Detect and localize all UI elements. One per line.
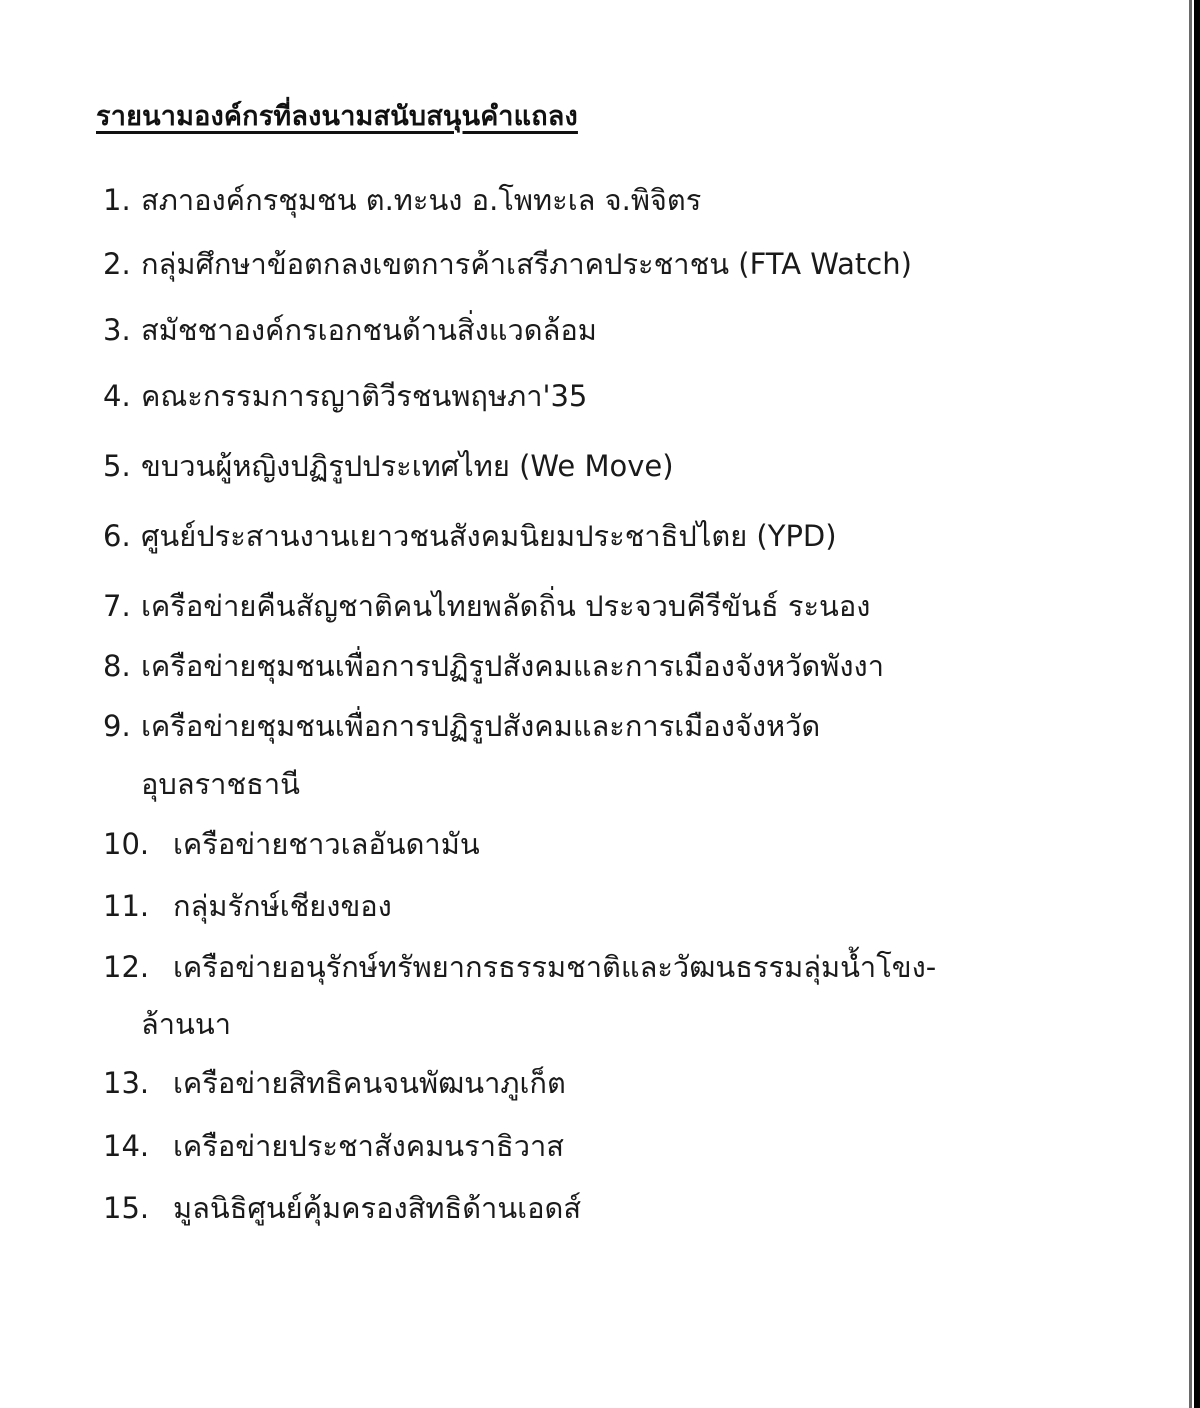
item-text: เครือข่ายชุมชนเพื่อการปฏิรูปสังคมและการเมืองจังหวัด xyxy=(141,709,821,743)
item-text: ศูนย์ประสานงานเยาวชนสังคมนิยมประชาธิปไตย (YPD) xyxy=(141,519,837,553)
list-item xyxy=(103,446,674,486)
list-item xyxy=(103,310,597,350)
item-continuation: อุบลราชธานี xyxy=(141,767,300,801)
item-number: 7. xyxy=(103,589,131,623)
item-number: 14. xyxy=(103,1129,150,1163)
list-item xyxy=(103,1188,581,1228)
list-item xyxy=(103,244,912,284)
item-number: 11. xyxy=(103,889,150,923)
item-text: มูลนิธิศูนย์คุ้มครองสิทธิด้านเอดส์ xyxy=(173,1191,582,1225)
page-edge-border xyxy=(1194,0,1200,1408)
list-item xyxy=(103,586,870,626)
item-number: 13. xyxy=(103,1066,150,1100)
item-text: ขบวนผู้หญิงปฏิรูปประเทศไทย (We Move) xyxy=(141,449,674,483)
item-text: เครือข่ายชาวเลอันดามัน xyxy=(173,827,480,861)
item-number: 15. xyxy=(103,1191,150,1225)
item-number: 1. xyxy=(103,183,131,217)
item-text: เครือข่ายประชาสังคมนราธิวาส xyxy=(173,1129,564,1163)
item-text: เครือข่ายคืนสัญชาติคนไทยพลัดถิ่น ประจวบคีรีขันธ์ ระนอง xyxy=(141,589,871,623)
item-continuation: ล้านนา xyxy=(141,1007,231,1041)
list-item xyxy=(103,947,936,987)
item-number: 2. xyxy=(103,247,131,281)
item-text: สมัชชาองค์กรเอกชนด้านสิ่งแวดล้อม xyxy=(141,313,597,347)
item-number: 4. xyxy=(103,379,131,413)
item-number: 12. xyxy=(103,950,150,984)
list-item xyxy=(103,886,392,926)
list-item xyxy=(103,1063,566,1103)
item-number: 10. xyxy=(103,827,150,861)
item-number: 5. xyxy=(103,449,131,483)
list-item xyxy=(103,706,820,746)
item-text: สภาองค์กรชุมชน ต.ทะนง อ.โพทะเล จ.พิจิตร xyxy=(141,183,702,217)
list-item xyxy=(103,180,701,220)
item-text: เครือข่ายสิทธิคนจนพัฒนาภูเก็ต xyxy=(173,1066,566,1100)
item-text: คณะกรรมการญาติวีรชนพฤษภา'35 xyxy=(141,379,588,413)
item-number: 8. xyxy=(103,649,131,683)
list-item xyxy=(103,376,587,416)
item-text: เครือข่ายชุมชนเพื่อการปฏิรูปสังคมและการเมืองจังหวัดพังงา xyxy=(141,649,884,683)
item-text: กลุ่มศึกษาข้อตกลงเขตการค้าเสรีภาคประชาชน (FTA Watch) xyxy=(141,247,912,281)
document-title: รายนามองค์กรที่ลงนามสนับสนุนคำแถลง xyxy=(96,101,578,132)
item-number: 6. xyxy=(103,519,131,553)
item-number: 9. xyxy=(103,709,131,743)
item-number: 3. xyxy=(103,313,131,347)
list-item xyxy=(103,1126,564,1166)
list-item xyxy=(103,516,837,556)
list-item xyxy=(103,646,884,686)
list-item xyxy=(103,824,480,864)
item-text: กลุ่มรักษ์เชียงของ xyxy=(173,889,392,923)
item-text: เครือข่ายอนุรักษ์ทรัพยากรธรรมชาติและวัฒนธรรมลุ่มน้ำโขง- xyxy=(173,950,937,984)
